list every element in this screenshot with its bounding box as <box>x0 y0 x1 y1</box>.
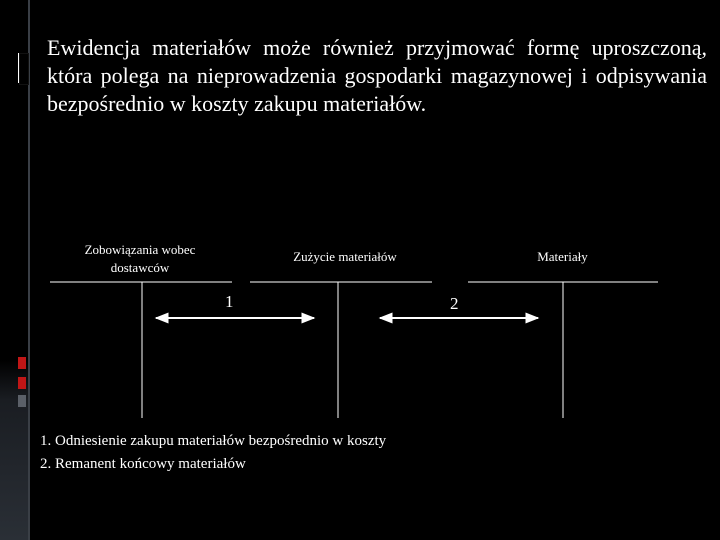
t-account-zuzycie <box>250 282 432 418</box>
legend-item-2: 2. Remanent końcowy materiałów <box>40 456 246 472</box>
legend <box>40 430 386 476</box>
operation-number-1: 1 <box>225 292 234 311</box>
account-label-zobowiazania: Zobowiązania wobec dostawców <box>84 242 196 275</box>
body-text: Ewidencja materiałów może również przyjmować formę uproszczoną, która polega na nieprowadzenia gospodarki magazynowej i odpisywania bezpośrednio w koszty zakupu materiałów. <box>47 35 707 116</box>
t-account-materialy <box>468 282 658 418</box>
account-label-materialy: Materiały <box>537 249 588 264</box>
account-label-zuzycie: Zużycie materiałów <box>293 249 397 264</box>
legend-item-1: 1. Odniesienie zakupu materiałów bezpośrednio w koszty <box>40 433 387 449</box>
t-account-zobowiazania <box>50 282 232 418</box>
operation-number-2: 2 <box>450 294 459 313</box>
